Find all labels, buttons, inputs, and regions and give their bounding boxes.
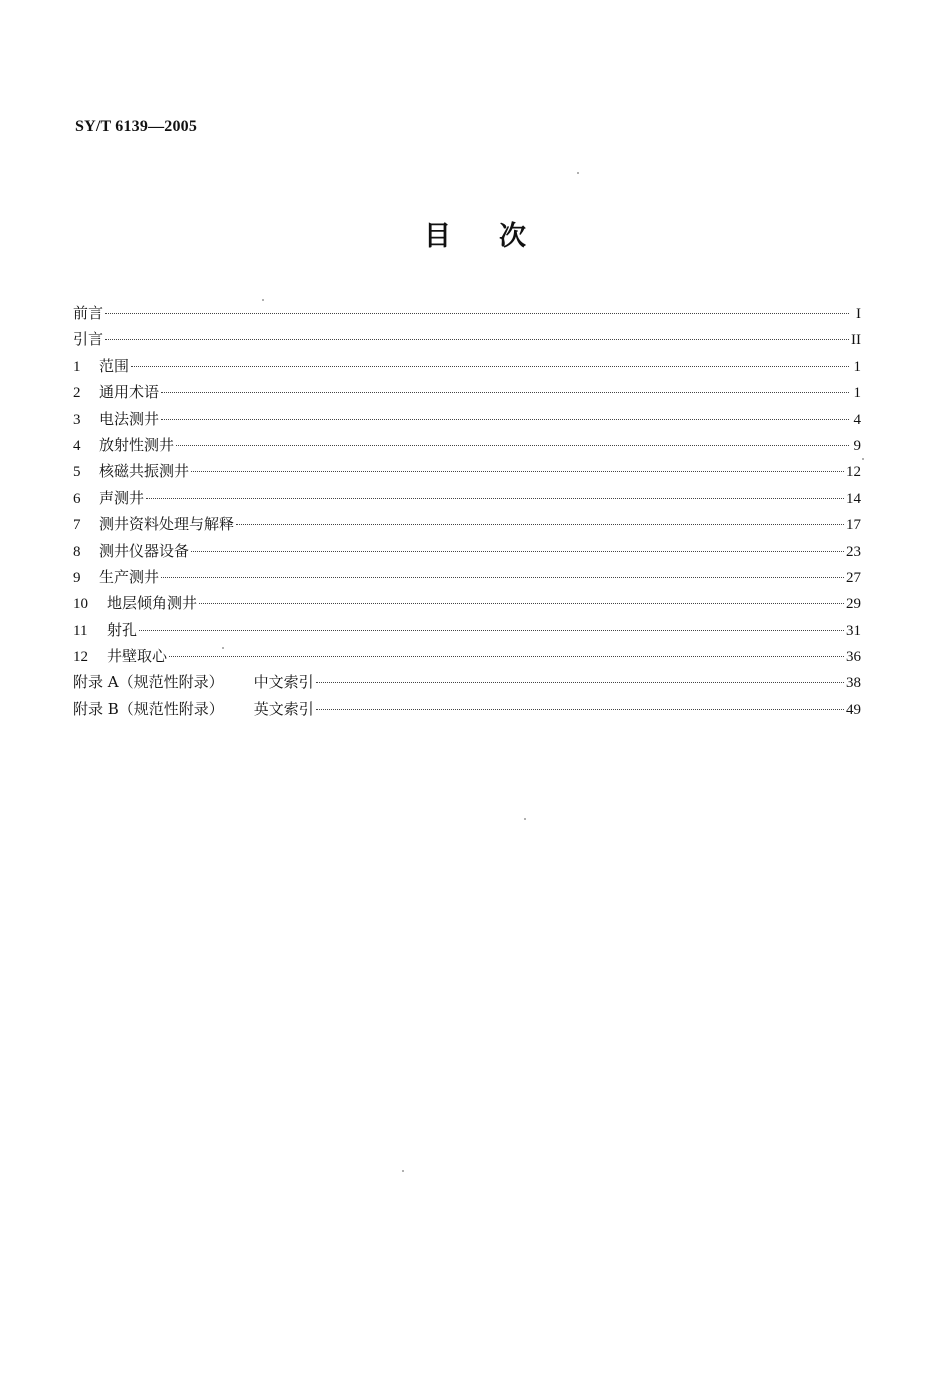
toc-dot-leader — [316, 681, 844, 683]
toc-entry-label: 引言 — [73, 330, 104, 349]
toc-entry-number: 8 — [73, 543, 81, 560]
toc-entry-page: 29 — [846, 596, 861, 613]
scan-speck — [262, 299, 264, 301]
toc-entry-number: 2 — [73, 385, 81, 402]
toc-entry[interactable] — [73, 460, 861, 486]
scan-speck — [862, 458, 864, 460]
toc-entry[interactable] — [73, 434, 861, 460]
toc-entry-page: 14 — [846, 490, 861, 507]
toc-entry-label: 前言 — [73, 304, 104, 322]
toc-dot-leader — [316, 708, 844, 710]
toc-entry-page: 1 — [853, 385, 861, 402]
toc-entry[interactable] — [73, 408, 861, 434]
toc-dot-leader — [146, 497, 844, 499]
standard-code: SY/T 6139—2005 — [75, 118, 198, 135]
scan-speck — [577, 172, 579, 174]
toc-entry-label: 声测井 — [99, 488, 145, 507]
toc-entry-label: 核磁共振测井 — [99, 462, 190, 481]
toc-entry[interactable] — [73, 328, 861, 354]
toc-entry-page: 23 — [846, 543, 861, 560]
toc-entry-number: 10 — [73, 596, 88, 613]
toc-entry-label: 生产测井 — [99, 567, 160, 586]
toc-entry-page: 36 — [846, 649, 861, 666]
toc-entry[interactable] — [73, 619, 861, 645]
toc-entry-number: 7 — [73, 517, 81, 534]
toc-dot-leader — [161, 391, 849, 393]
toc-entry-page: 49 — [846, 701, 861, 718]
toc-entry-number: 4 — [73, 437, 81, 454]
toc-entry-subtitle: 中文索引 — [253, 673, 314, 692]
toc-entry[interactable] — [73, 671, 861, 697]
toc-entry-page: II — [851, 332, 861, 349]
toc-entry-page: 17 — [846, 517, 861, 534]
toc-entry-page: 4 — [853, 411, 861, 428]
toc-entry-label: 测井仪器设备 — [99, 541, 190, 560]
toc-entry-page: 9 — [853, 437, 861, 454]
toc-dot-leader — [199, 602, 844, 604]
toc-dot-leader — [105, 338, 849, 340]
toc-entry-number: 5 — [73, 464, 81, 481]
toc-entry-number: 11 — [73, 622, 88, 639]
toc-entry-number: 12 — [73, 649, 88, 666]
toc-dot-leader — [191, 470, 844, 472]
toc-entry[interactable] — [73, 592, 861, 618]
toc-entry-label: 射孔 — [107, 620, 138, 639]
toc-dot-leader — [161, 418, 849, 420]
toc-entry-number: 3 — [73, 411, 81, 428]
scan-speck — [222, 647, 224, 649]
scan-speck — [402, 1170, 404, 1172]
toc-entry-page: 27 — [846, 569, 861, 586]
toc-entry-label: 电法测井 — [99, 409, 160, 428]
scan-speck — [524, 818, 526, 820]
toc-entry[interactable] — [73, 540, 861, 566]
toc-dot-leader — [139, 629, 844, 631]
page-title: 目次 — [424, 221, 574, 252]
toc-entry-number: 1 — [73, 358, 81, 375]
toc-entry-page: 38 — [846, 675, 861, 692]
toc-entry[interactable] — [73, 645, 861, 671]
toc-dot-leader — [169, 655, 844, 657]
toc-entry-label: 附录 A（规范性附录） — [73, 673, 224, 692]
toc-entry[interactable] — [73, 698, 861, 724]
toc-dot-leader — [176, 444, 849, 446]
toc-entry-label: 通用术语 — [99, 383, 160, 402]
toc-entry-number: 6 — [73, 490, 81, 507]
toc-entry[interactable] — [73, 302, 861, 328]
toc-dot-leader — [236, 523, 844, 525]
toc-entry-page: I — [856, 306, 861, 322]
toc-entry-label: 附录 B（规范性附录） — [73, 699, 224, 718]
toc-entry-number: 9 — [73, 569, 81, 586]
table-of-contents — [73, 302, 861, 724]
toc-entry-label: 范围 — [99, 356, 130, 375]
toc-entry-subtitle: 英文索引 — [253, 699, 314, 718]
toc-entry[interactable] — [73, 355, 861, 381]
toc-entry-page: 12 — [846, 464, 861, 481]
toc-entry-label: 井壁取心 — [107, 647, 168, 666]
toc-entry[interactable] — [73, 566, 861, 592]
toc-entry-label: 放射性测井 — [99, 435, 175, 454]
toc-dot-leader — [191, 550, 844, 552]
toc-entry-label: 地层倾角测井 — [107, 594, 198, 613]
toc-dot-leader — [105, 312, 849, 314]
toc-entry-label: 测井资料处理与解释 — [99, 515, 235, 534]
toc-entry-page: 1 — [853, 358, 861, 375]
toc-dot-leader — [131, 365, 849, 367]
toc-entry[interactable] — [73, 381, 861, 407]
toc-entry[interactable] — [73, 513, 861, 539]
toc-entry-page: 31 — [846, 622, 861, 639]
toc-dot-leader — [161, 576, 844, 578]
toc-entry[interactable] — [73, 487, 861, 513]
